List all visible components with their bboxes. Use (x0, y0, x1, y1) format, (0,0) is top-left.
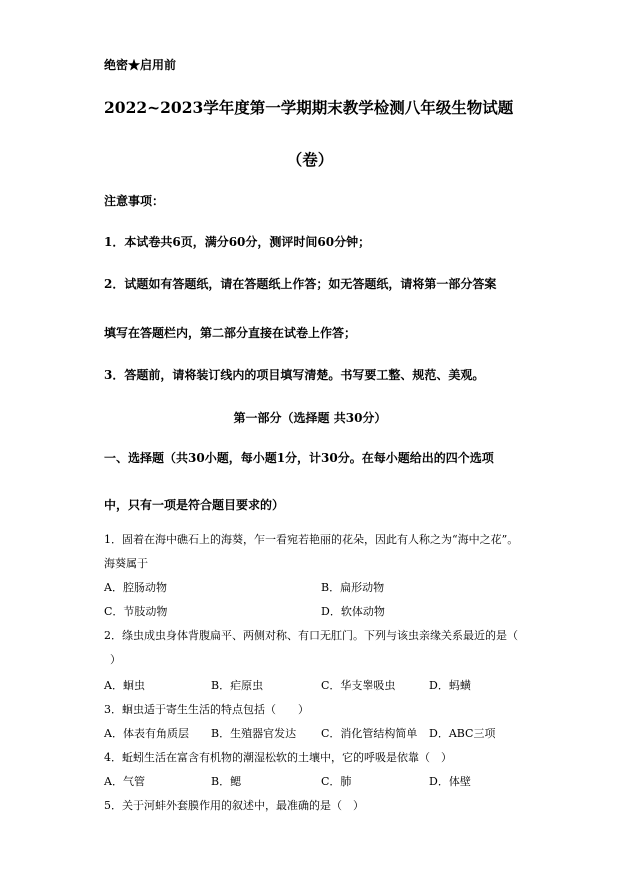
note-item-2: 2．试题如有答题纸，请在答题纸上作答；如无答题纸，请将第一部分答案 (104, 277, 497, 291)
question-1-option-c: C．节肢动物 (104, 605, 168, 618)
question-1-option-a: A．腔肠动物 (104, 581, 167, 594)
note-item-3: 3．答题前，请将装订线内的项目填写清楚。书写要工整、规范、美观。 (104, 368, 485, 382)
note-item-2-continued: 填写在答题栏内，第二部分直接在试卷上作答； (104, 326, 357, 340)
question-2-option-c: C．华支睾吸虫 (321, 679, 396, 692)
question-2-option-b: B．疟原虫 (211, 679, 264, 692)
question-4-option-a: A．气管 (104, 775, 145, 788)
question-5-stem: 5．关于河蚌外套膜作用的叙述中，最准确的是（ ） (104, 799, 364, 812)
part1-heading: 第一部分（选择题 共30分） (233, 411, 387, 425)
question-4-option-d: D．体壁 (429, 775, 471, 788)
question-2-option-a: A．蛔虫 (104, 679, 145, 692)
question-4-option-c: C．肺 (321, 775, 352, 788)
question-3-option-b: B．生殖器官发达 (211, 727, 297, 740)
question-1-stem: 1．固着在海中礁石上的海葵，乍一看宛若艳丽的花朵，因此有人称之为“海中之花”。 (104, 533, 519, 546)
exam-subtitle: （卷） (286, 150, 334, 169)
question-2-option-d: D．蚂蟥 (429, 679, 471, 692)
section-instructions-continued: 中，只有一项是符合题目要求的） (104, 498, 285, 512)
question-3-stem: 3．蛔虫适于寄生生活的特点包括（ ） (104, 703, 309, 716)
question-2-stem: 2．绦虫成虫身体背腹扁平、两侧对称、有口无肛门。下列与该虫亲缘关系最近的是（ (104, 629, 518, 642)
question-4-stem: 4．蚯蚓生活在富含有机物的潮湿松软的土壤中，它的呼吸是依靠（ ） (104, 751, 452, 764)
question-1-option-d: D．软体动物 (321, 605, 385, 618)
question-1-stem-continued: 海葵属于 (104, 557, 148, 570)
note-item-1: 1．本试卷共6页，满分60分，测评时间60分钟； (104, 235, 371, 249)
notes-heading: 注意事项： (104, 194, 165, 208)
question-3-option-a: A．体表有角质层 (104, 727, 189, 740)
question-4-option-b: B．鳃 (211, 775, 242, 788)
section-instructions: 一、选择题（共30小题，每小题1分，计30分。在每小题给出的四个选项 (104, 451, 494, 465)
question-2-stem-continued: ） (110, 653, 121, 666)
question-3-option-c: C．消化管结构简单 (321, 727, 418, 740)
question-1-option-b: B．扁形动物 (321, 581, 385, 594)
exam-title: 2022~2023学年度第一学期期末教学检测八年级生物试题 (104, 98, 514, 117)
question-3-option-d: D．ABC三项 (429, 727, 496, 740)
confidential-label: 绝密★启用前 (104, 58, 177, 72)
